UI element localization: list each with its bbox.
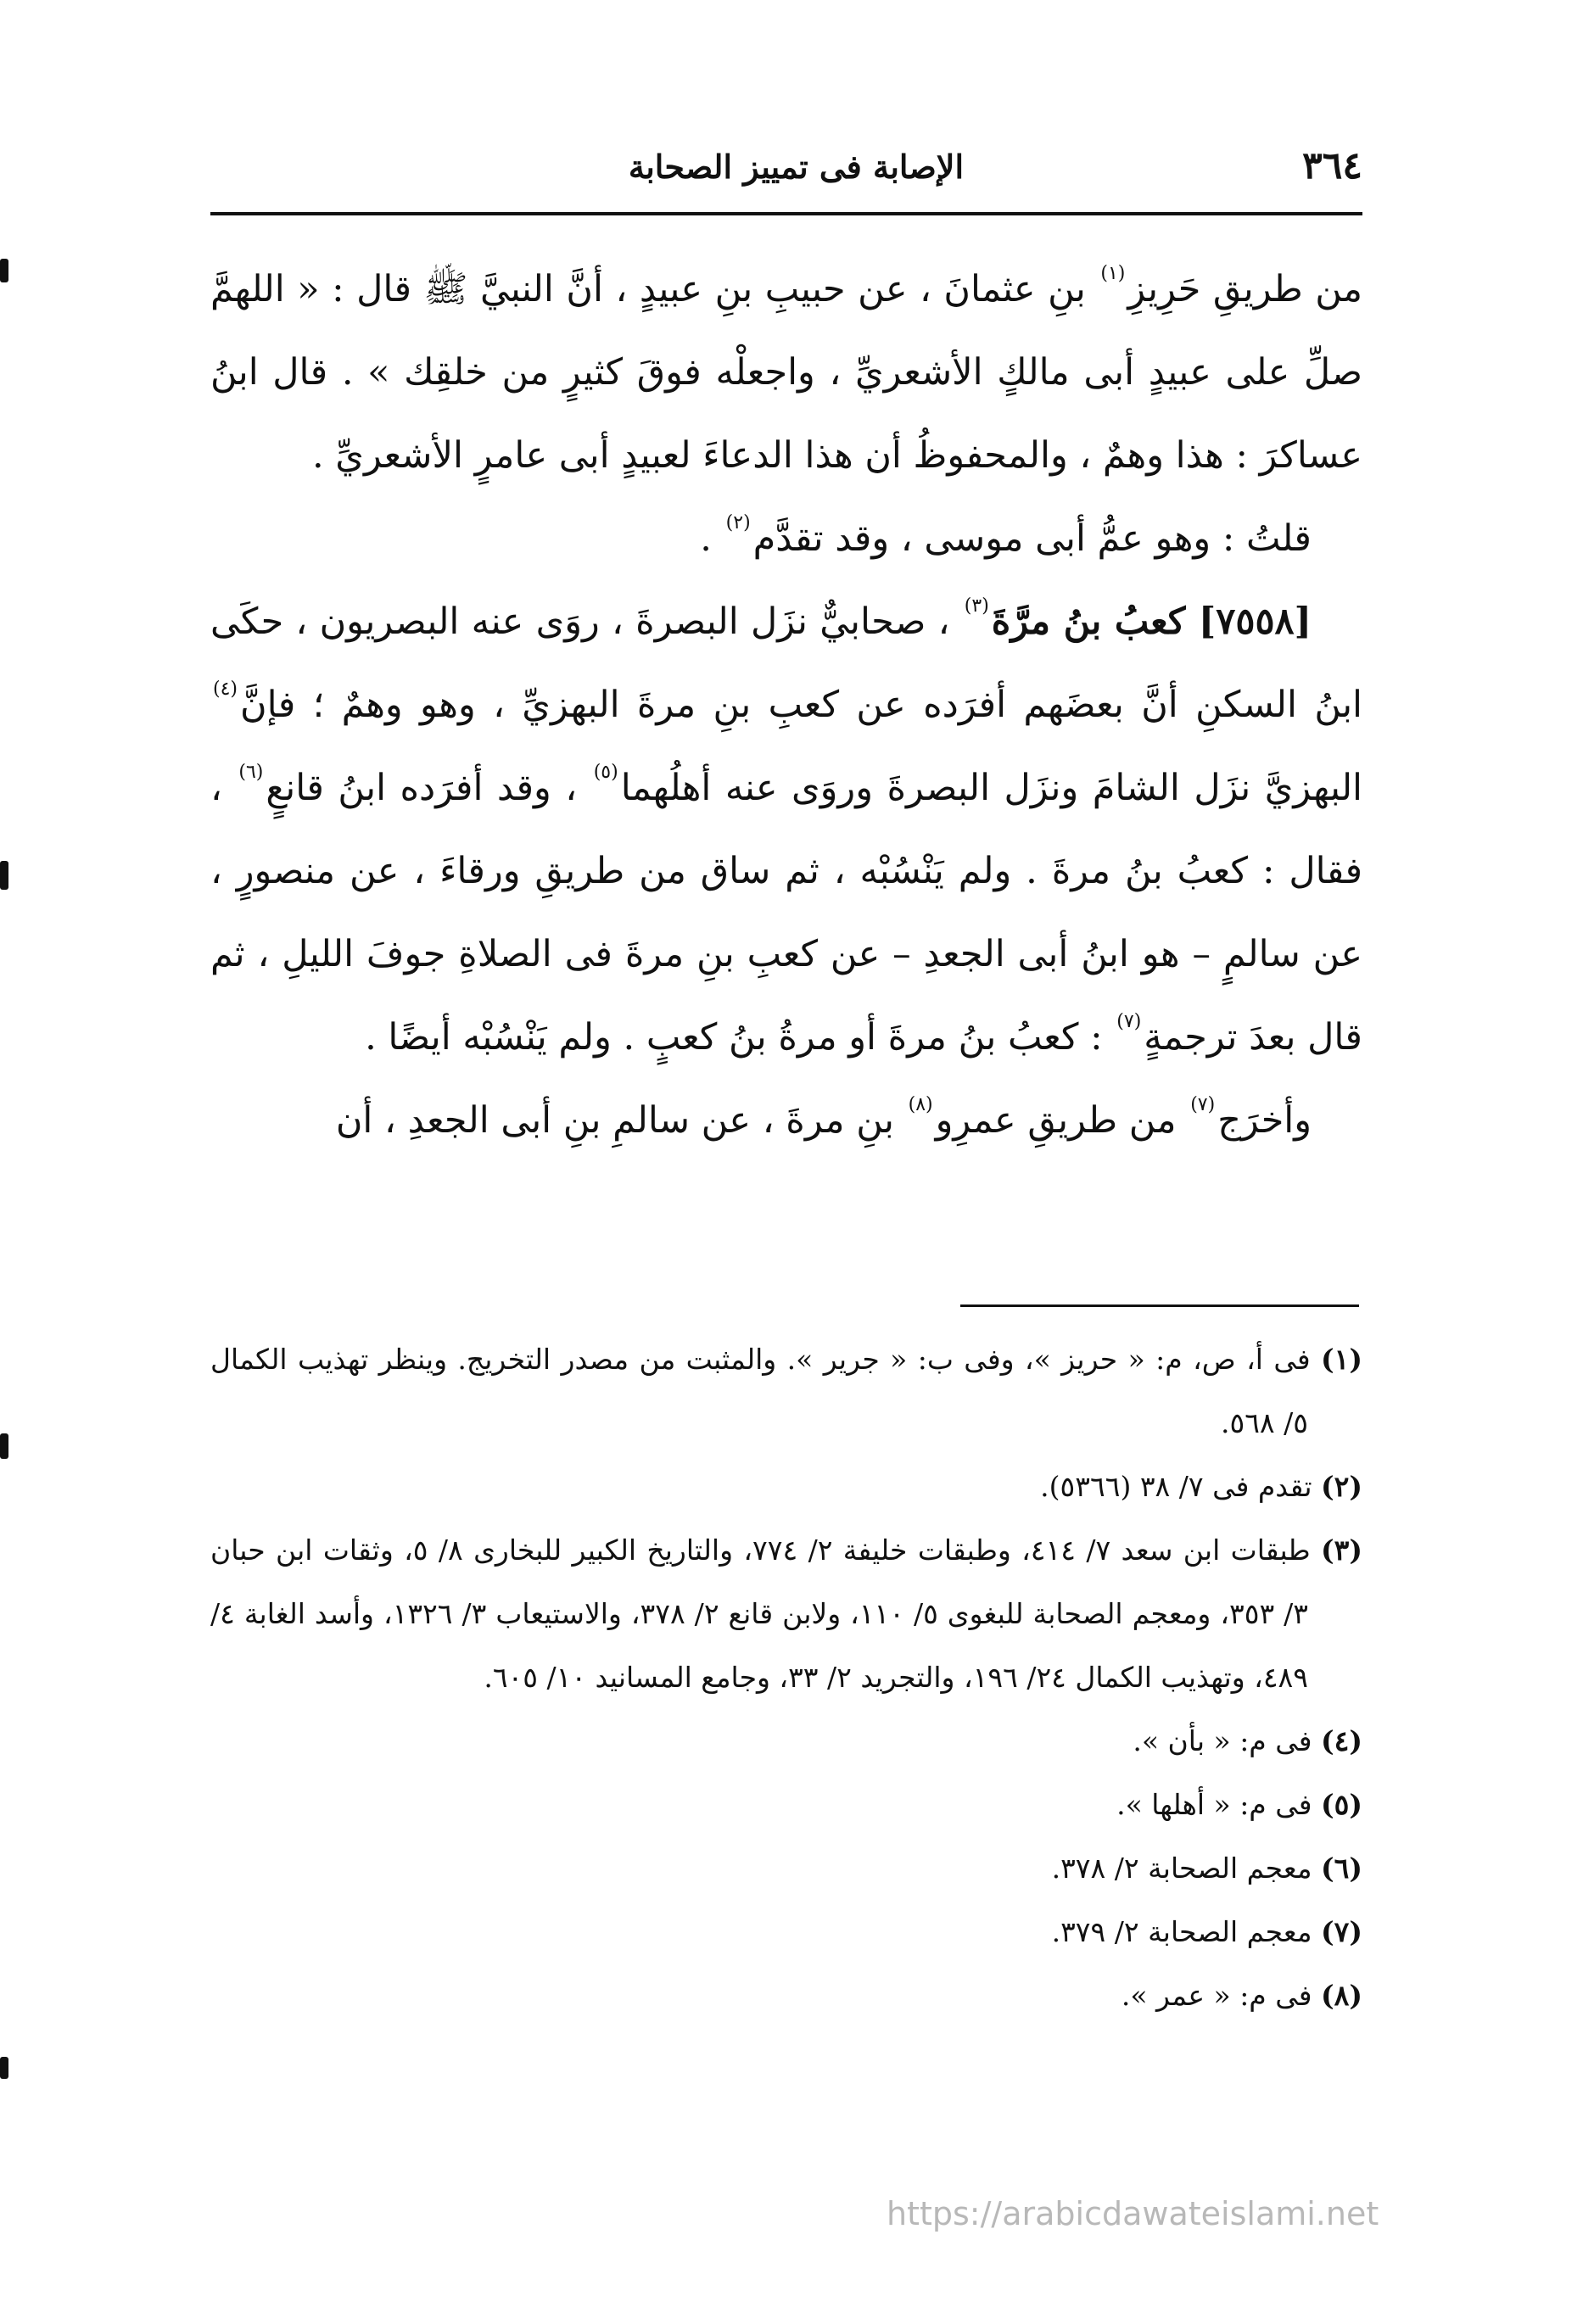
footnote-3: (٣) طبقات ابن سعد ٧/ ٤١٤، وطبقات خليفة ٢/ ٧٧٤، والتاريخ الكبير للبخارى ٨/ ٥، وثقات ابن حبان ٣/ ٣٥٣، ومعجم الصحابة للبغوى ٥/ ١١٠، ولابن قانع ٢/ ٣٧٨، والاستيعاب ٣/ ١٣٢٦، وأسد الغابة ٤/ ٤٨٩، وتهذيب الكمال ٢٤/ ١٩٦، والتجريد ٢/ ٣٣، وجامع المسانيد ١٠/ ٦٠٥. xyxy=(210,1534,1363,1694)
footnote-ref: (٤) xyxy=(213,679,238,700)
paragraph-2: قلتُ : وهو عمُّ أبى موسى ، وقد تقدَّم$^{(٢)}$ . xyxy=(700,512,1312,560)
paragraph-1: من طريقِ حَرِيزِ$^{(١)}$ بنِ عثمانَ ، عن حبيبِ بنِ عبيدٍ ، أنَّ النبيَّ ﷺ قال : « اللهمَّ صلِّ على عبيدٍ أبى مالكٍ الأشعريِّ ، واجعلْه فوقَ كثيرٍ من خلقِك » . قال ابنُ عساكرَ : هذا وهمٌ ، والمحفوظُ أن هذا الدعاءَ لعبيدٍ أبى عامرٍ الأشعريِّ . xyxy=(210,263,1362,477)
footnote-ref: (٧) xyxy=(1190,1094,1216,1115)
page-header xyxy=(210,127,1362,204)
scan-edge-mark xyxy=(0,1433,8,1459)
footnote-4: (٤) فى م: « بأن ». xyxy=(1133,1724,1362,1757)
paragraph-4: وأخرَج$^{(٧)}$ من طريقِ عمرِو$^{(٨)}$ بنِ مرةَ ، عن سالمِ بنِ أبى الجعدِ ، أن xyxy=(335,1094,1312,1142)
footnote-ref: (٥) xyxy=(593,762,618,783)
scan-edge-mark xyxy=(0,259,8,282)
footnote-ref: (٦) xyxy=(238,762,264,783)
header-rule xyxy=(210,212,1362,215)
footnote-5: (٥) فى م: « أهلها ». xyxy=(1116,1788,1362,1821)
footnote-ref: (٧) xyxy=(1116,1011,1142,1032)
footnote-ref: (١) xyxy=(1100,263,1126,284)
entry-heading: [٧٥٥٨] كعبُ بنُ مرَّةَ xyxy=(991,601,1312,643)
footnotes xyxy=(210,1327,1362,2027)
footnote-1: (١) فى أ، ص، م: « حريز »، وفى ب: « جرير ». والمثبت من مصدر التخريج. وينظر تهذيب الكمال ٥/ ٥٦٨. xyxy=(210,1343,1362,1439)
footnote-ref: (٣) xyxy=(964,595,989,617)
scan-edge-mark xyxy=(0,861,8,890)
book-title: الإصابة فى تمييز الصحابة xyxy=(628,148,964,186)
footnote-ref: (٨) xyxy=(908,1094,933,1115)
footnote-ref: (٢) xyxy=(725,512,751,534)
footnote-8: (٨) فى م: « عمر ». xyxy=(1121,1979,1362,2012)
footnote-7: (٧) معجم الصحابة ٢/ ٣٧٩. xyxy=(1051,1915,1362,1948)
scan-edge-mark xyxy=(0,2057,8,2079)
footnote-6: (٦) معجم الصحابة ٢/ ٣٧٨. xyxy=(1051,1852,1362,1885)
paragraph-3: [٧٥٥٨] كعبُ بنُ مرَّةَ$^{(٣)}$ ، صحابيٌّ نزَل البصرةَ ، روَى عنه البصريون ، حكَى ابنُ السكنِ أنَّ بعضَهم أفرَده عن كعبِ بنِ مرةَ البهزيِّ ، وهو وهمٌ ؛ فإنَّ$^{(٤)}$ البهزيَّ نزَل الشامَ ونزَل البصرةَ وروَى عنه أهلُهما$^{(٥)}$ ، وقد أفرَده ابنُ قانعٍ$^{(٦)}$ ، فقال : كعبُ بنُ مرةَ . ولم يَنْسُبْه ، ثم ساق من طريقِ ورقاءَ ، عن منصورٍ ، عن سالمٍ – هو ابنُ أبى الجعدِ – عن كعبِ بنِ مرةَ فى الصلاةِ جوفَ الليلِ ، ثم قال بعدَ ترجمةٍ$^{(٧)}$ : كعبُ بنُ مرةَ أو مرةُ بنُ كعبٍ . ولم يَنْسُبْه أيضًا . xyxy=(210,595,1362,1059)
main-text xyxy=(210,248,1362,1162)
footnote-rule xyxy=(960,1304,1359,1307)
watermark-url: https://arabicdawateislami.net xyxy=(887,2195,1379,2232)
page-number: ٣٦٤ xyxy=(1302,144,1362,187)
footnote-2: (٢) تقدم فى ٧/ ٣٨ (٥٣٦٦). xyxy=(1040,1470,1362,1503)
